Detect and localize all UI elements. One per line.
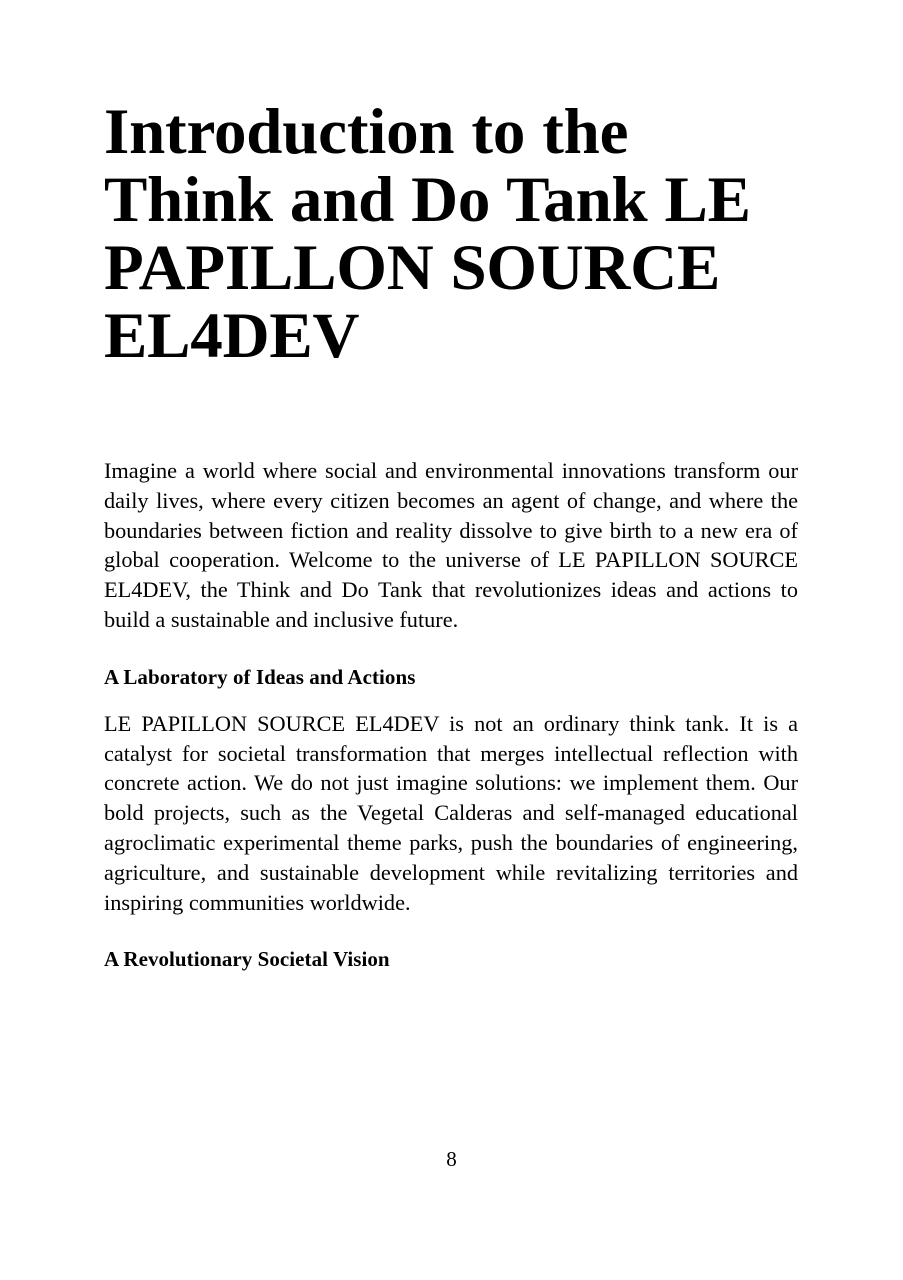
paragraph-laboratory: LE PAPILLON SOURCE EL4DEV is not an ordinary think tank. It is a catalyst for societal transformation that merges intellectual reflection with concrete action. We do not just imagine solutions: we implement them. Our bold projects, such as the Vegetal Calderas and self-managed educational agroclimatic experimental theme parks, push the boundaries of engineering, agriculture, and sustainable development while revitalizing territories and inspiring communities worldwide. bbox=[104, 710, 798, 915]
section-heading-laboratory: A Laboratory of Ideas and Actions bbox=[104, 664, 416, 689]
paragraph-intro: Imagine a world where social and environmental innovations transform our daily lives, where every citizen becomes an agent of change, and where the boundaries between fiction and reality dissolve to give birth to a new era of global cooperation. Welcome to the universe of LE PAPILLON SOURCE EL4DEV, the Think and Do Tank that revolutionizes ideas and actions to build a sustainable and inclusive future. bbox=[104, 458, 798, 632]
body-content bbox=[104, 456, 798, 973]
section-heading-vision: A Revolutionary Societal Vision bbox=[104, 947, 390, 972]
spacer bbox=[104, 917, 798, 946]
spacer bbox=[104, 635, 798, 664]
spacer bbox=[104, 691, 798, 709]
page-number: 8 bbox=[446, 1147, 457, 1171]
page-title: Introduction to the Think and Do Tank LE PAPILLON SOURCE EL4DEV bbox=[104, 96, 751, 372]
